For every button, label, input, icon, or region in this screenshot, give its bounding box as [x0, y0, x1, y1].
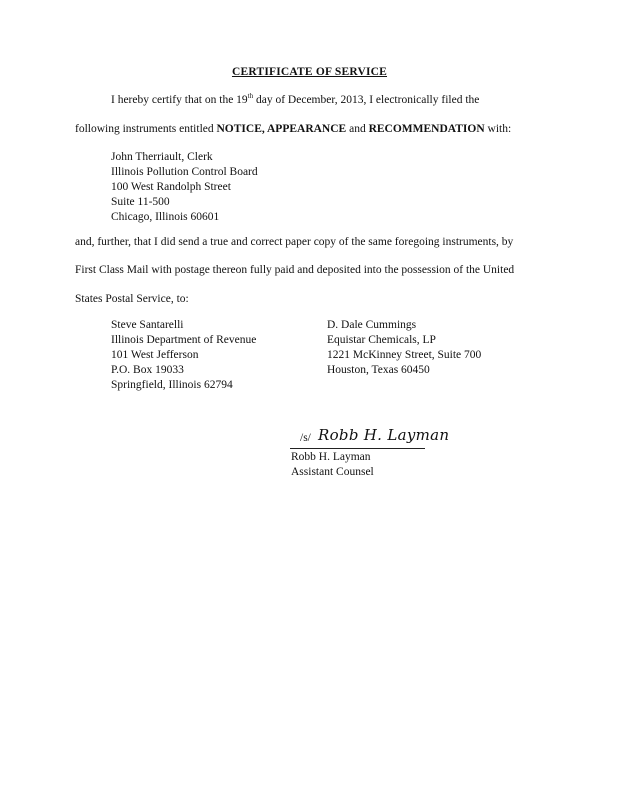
- instrument-names-1: NOTICE, APPEARANCE: [216, 123, 347, 135]
- address-line: 100 West Randolph Street: [111, 181, 231, 193]
- address-line: 101 West Jefferson: [111, 349, 199, 361]
- para1-lead: I hereby certify that on the 19: [111, 94, 248, 106]
- para2-lead: following instruments entitled: [75, 123, 217, 135]
- address-line: Houston, Texas 60450: [327, 364, 430, 376]
- address-line: Equistar Chemicals, LP: [327, 334, 436, 346]
- address-line: John Therriault, Clerk: [111, 151, 213, 163]
- signer-name: Robb H. Layman: [291, 451, 371, 463]
- address-line: Illinois Pollution Control Board: [111, 166, 258, 178]
- address-line: D. Dale Cummings: [327, 319, 417, 331]
- para1-superscript: th: [247, 92, 254, 101]
- address-line: Steve Santarelli: [111, 319, 184, 331]
- address-line: Illinois Department of Revenue: [111, 334, 257, 346]
- clerk-address-block: [111, 150, 258, 225]
- recipient-address-block-2: [327, 318, 481, 378]
- service-paragraph-line-1: and, further, that I did send a true and correct paper copy of the same foregoing instruments, by: [75, 236, 514, 248]
- address-line: 1221 McKinney Street, Suite 700: [327, 349, 482, 361]
- signer-title: Assistant Counsel: [291, 466, 374, 478]
- para1-tail: day of December, 2013, I electronically filed the: [253, 94, 480, 106]
- instrument-names-2: RECOMMENDATION: [368, 123, 485, 135]
- certification-paragraph-line-1: [111, 94, 479, 106]
- address-line: P.O. Box 19033: [111, 364, 184, 376]
- document-title: CERTIFICATE OF SERVICE: [231, 66, 388, 78]
- para2-mid: and: [346, 123, 369, 135]
- signer-block: [291, 450, 374, 480]
- service-paragraph-line-2: First Class Mail with postage thereon fully paid and deposited into the possession of the United: [75, 264, 515, 276]
- para2-tail: with:: [484, 123, 512, 135]
- address-line: Suite 11-500: [111, 196, 170, 208]
- handwritten-signature: Robb H. Layman: [318, 426, 450, 444]
- signature-prefix: /s/: [300, 432, 311, 444]
- recipient-address-block-1: [111, 318, 256, 393]
- address-line: Springfield, Illinois 62794: [111, 379, 233, 391]
- service-paragraph-line-3: States Postal Service, to:: [75, 293, 189, 305]
- address-line: Chicago, Illinois 60601: [111, 211, 220, 223]
- certification-paragraph-line-2: [75, 123, 511, 135]
